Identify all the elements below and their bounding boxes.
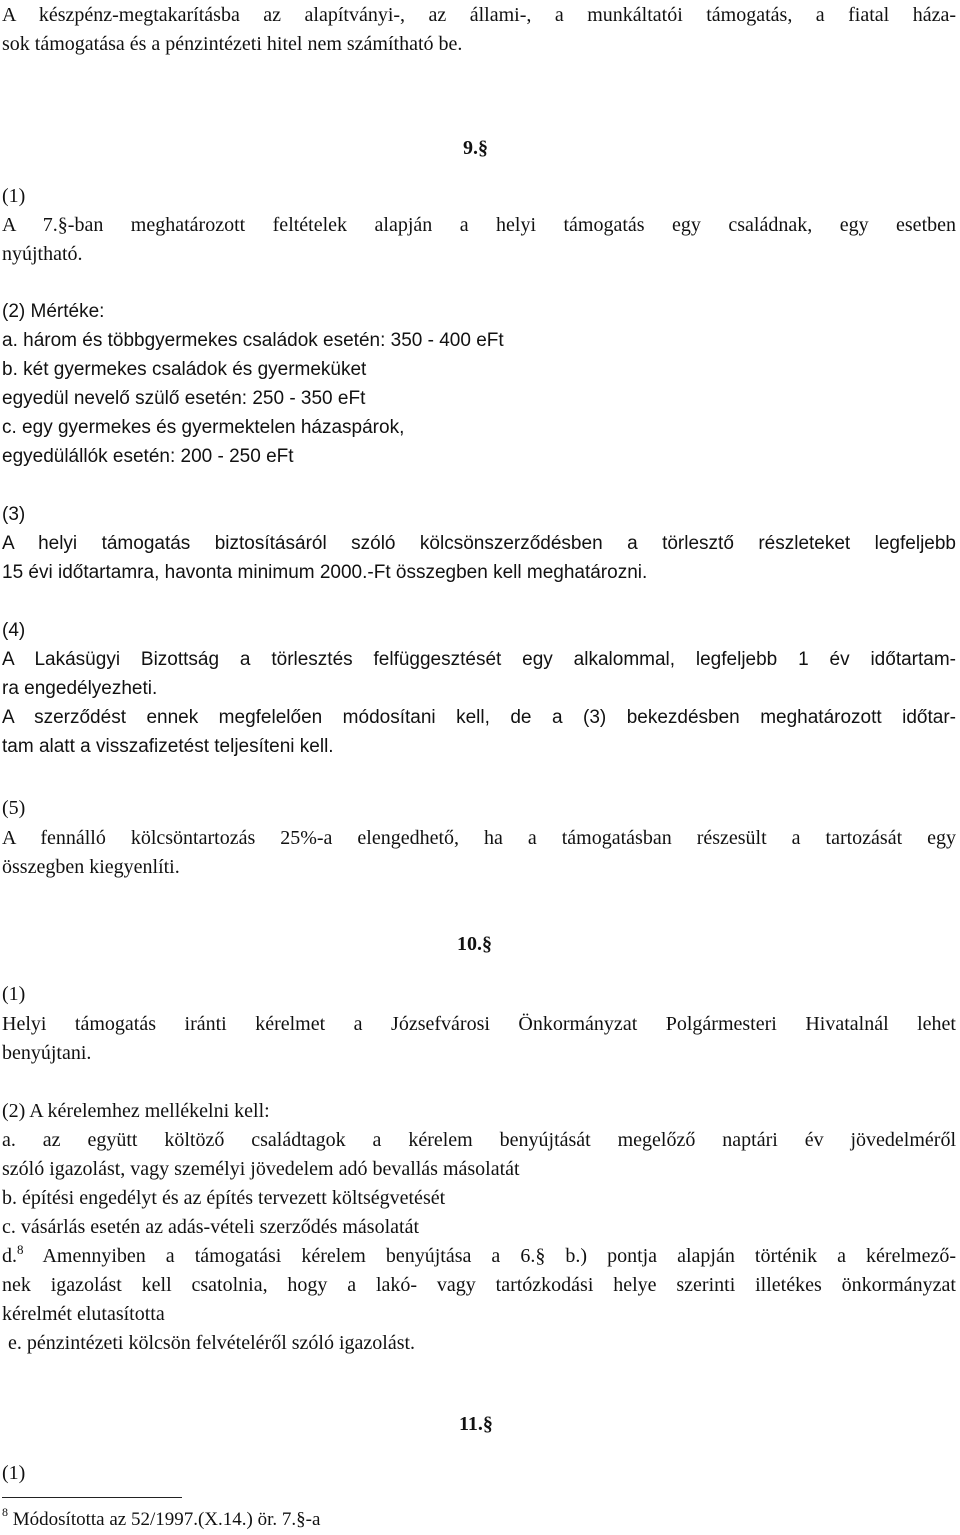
- s9-p4-line-4: tam alatt a visszafizetést teljesíteni kell.: [2, 736, 334, 757]
- section-9-heading: 9.§: [463, 137, 488, 159]
- s9-p2-item-c-line-1: c. egy gyermekes és gyermektelen házaspárok,: [2, 417, 405, 438]
- s10-p2-title: (2) A kérelemhez mellékelni kell:: [2, 1100, 270, 1122]
- s9-p1-number: (1): [2, 185, 26, 207]
- section-10-heading: 10.§: [457, 933, 492, 955]
- s10-p2-item-e: e. pénzintézeti kölcsön felvételéről szóló igazolást.: [8, 1332, 416, 1354]
- s10-p1-number: (1): [2, 983, 26, 1005]
- s10-p2-item-d-label: d.: [2, 1245, 17, 1267]
- s9-p2-title: (2) Mértéke:: [2, 301, 105, 322]
- footnote-ref-8[interactable]: 8: [17, 1242, 24, 1257]
- s11-p1-number: (1): [2, 1462, 26, 1484]
- s10-p2-item-a-line-1: a. az együtt költöző családtagok a kérelem benyújtását megelőző naptári év jövedelméről: [2, 1129, 956, 1151]
- s10-p2-item-a-line-2: szóló igazolást, vagy személyi jövedelem adó bevallás másolatát: [2, 1158, 520, 1180]
- s9-p5-number: (5): [2, 797, 26, 819]
- footnote-number: 8: [2, 1505, 8, 1519]
- s10-p2-item-d-line-3: kérelmét elutasította: [2, 1303, 165, 1325]
- s9-p2-item-c-line-2: egyedülállók esetén: 200 - 250 eFt: [2, 446, 294, 467]
- intro-line-1: A készpénz-megtakarításba az alapítványi-, az állami-, a munkáltatói támogatás, a fiatal háza-: [2, 4, 956, 26]
- s10-p2-item-b: b. építési engedélyt és az építés tervezett költségvetését: [2, 1187, 446, 1209]
- s9-p5-line-1: A fennálló kölcsöntartozás 25%-a elengedhető, ha a támogatásban részesült a tartozását egy: [2, 827, 956, 849]
- s9-p3-number: (3): [2, 504, 26, 525]
- footnote: [2, 1505, 321, 1532]
- footnote-text: Módosította az 52/1997.(X.14.) ör. 7.§-a: [8, 1509, 321, 1530]
- s10-p2-item-d-text: Amennyiben a támogatási kérelem benyújtása a 6.§ b.) pontja alapján történik a kérelmező-: [23, 1245, 956, 1267]
- footnote-divider: [2, 1497, 182, 1498]
- intro-line-2: sok támogatása és a pénzintézeti hitel nem számítható be.: [2, 33, 463, 55]
- section-11-heading: 11.§: [459, 1413, 493, 1435]
- s10-p2-item-d-line-1: [2, 1244, 956, 1268]
- s9-p2-item-b-line-1: b. két gyermekes családok és gyermeküket: [2, 359, 367, 380]
- s9-p1-line-2: nyújtható.: [2, 243, 83, 265]
- s9-p1-line-1: A 7.§-ban meghatározott feltételek alapján a helyi támogatás egy családnak, egy esetben: [2, 214, 956, 236]
- s9-p5-line-2: összegben kiegyenlíti.: [2, 856, 180, 878]
- s9-p4-line-1: A Lakásügyi Bizottság a törlesztés felfüggesztését egy alkalommal, legfeljebb 1 év időtartam-: [2, 649, 956, 670]
- s9-p3-line-1: A helyi támogatás biztosításáról szóló kölcsönszerződésben a törlesztő részleteket legfeljebb: [2, 533, 956, 554]
- s9-p2-item-b-line-2: egyedül nevelő szülő esetén: 250 - 350 eFt: [2, 388, 366, 409]
- s9-p2-item-a: a. három és többgyermekes családok esetén: 350 - 400 eFt: [2, 330, 504, 351]
- s9-p4-line-2: ra engedélyezheti.: [2, 678, 158, 699]
- s10-p2-item-c: c. vásárlás esetén az adás-vételi szerződés másolatát: [2, 1216, 420, 1238]
- s10-p1-line-1: Helyi támogatás iránti kérelmet a Józsefvárosi Önkormányzat Polgármesteri Hivatalnál lehet: [2, 1013, 956, 1035]
- s9-p4-line-3: A szerződést ennek megfelelően módosítani kell, de a (3) bekezdésben meghatározott időtar-: [2, 707, 956, 728]
- s9-p3-line-2: 15 évi időtartamra, havonta minimum 2000.-Ft összegben kell meghatározni.: [2, 562, 648, 583]
- s9-p4-number: (4): [2, 620, 26, 641]
- s10-p1-line-2: benyújtani.: [2, 1042, 92, 1064]
- s10-p2-item-d-line-2: nek igazolást kell csatolnia, hogy a lakó- vagy tartózkodási helye szerinti illetékes önkormányzat: [2, 1274, 956, 1296]
